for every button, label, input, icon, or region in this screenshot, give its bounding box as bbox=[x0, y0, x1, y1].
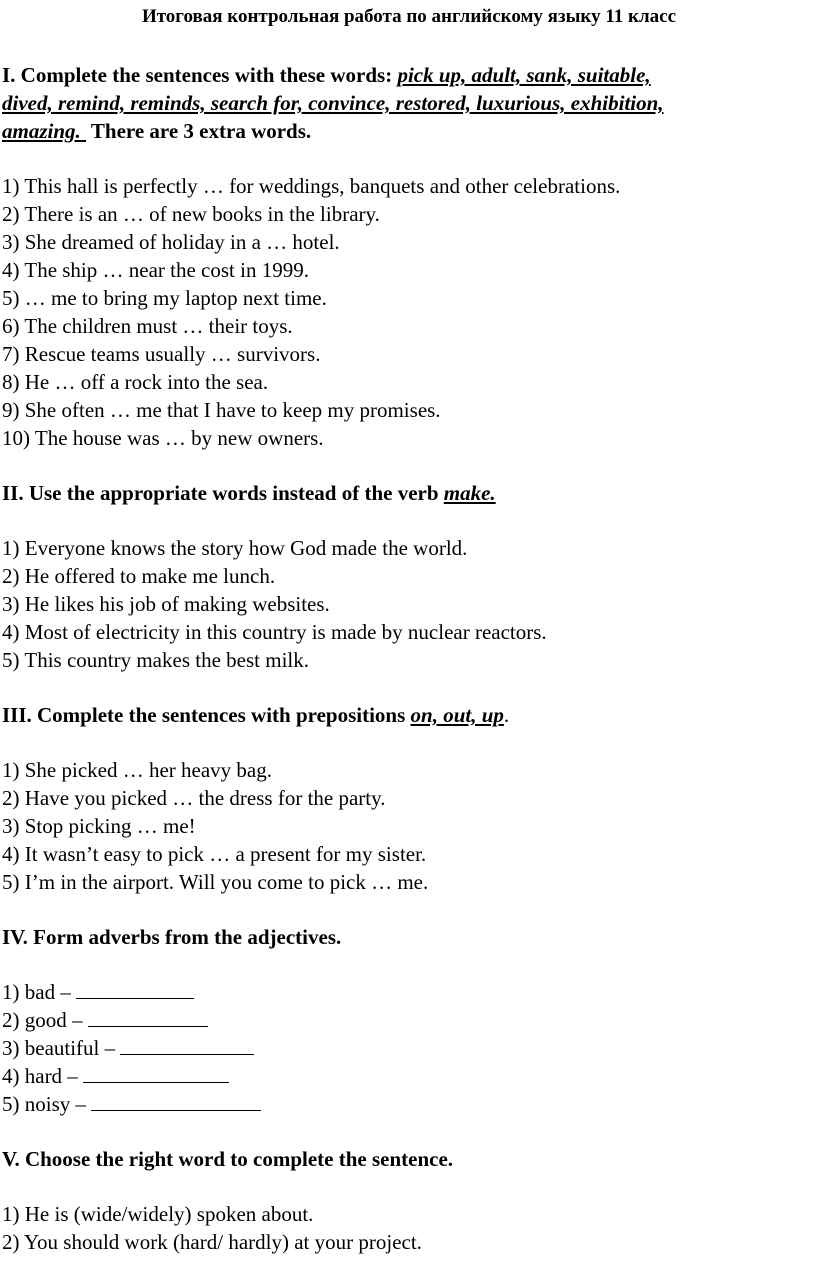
section-4-instruction: IV. Form adverbs from the adjectives. bbox=[2, 925, 342, 949]
adverb-label: 1) bad – bbox=[2, 980, 77, 1004]
adverb-item-2 bbox=[2, 1006, 816, 1034]
word-bank-line-2: dived, remind, reminds, search for, convince, restored, luxurious, exhibition, bbox=[2, 91, 664, 115]
section-3-lead: III. Complete the sentences with prepositions bbox=[2, 703, 411, 727]
choice-sentence-1: 1) He is (wide/widely) spoken about. bbox=[2, 1202, 314, 1226]
adverb-item-4 bbox=[2, 1062, 816, 1090]
word-bank-line-3: amazing. bbox=[2, 119, 87, 143]
section-1 bbox=[2, 61, 816, 452]
make-sentence-5: 5) This country makes the best milk. bbox=[2, 648, 309, 672]
make-sentence-4: 4) Most of electricity in this country is made by nuclear reactors. bbox=[2, 620, 547, 644]
adverb-label: 3) beautiful – bbox=[2, 1036, 121, 1060]
section-3-keyword: on, out, up bbox=[410, 703, 504, 727]
section-4-list bbox=[2, 978, 816, 1118]
answer-blank[interactable] bbox=[88, 1007, 208, 1027]
sentence-5: 5) … me to bring my laptop next time. bbox=[2, 286, 327, 310]
adverb-label: 4) hard – bbox=[2, 1064, 84, 1088]
section-2 bbox=[2, 479, 816, 674]
adverb-item-1 bbox=[2, 978, 816, 1006]
make-sentence-3: 3) He likes his job of making websites. bbox=[2, 592, 330, 616]
section-5 bbox=[2, 1145, 816, 1256]
section-1-instruction bbox=[2, 61, 816, 145]
answer-blank[interactable] bbox=[120, 1035, 254, 1055]
section-2-list bbox=[2, 534, 816, 674]
section-1-list bbox=[2, 172, 816, 452]
adverb-label: 5) noisy – bbox=[2, 1092, 92, 1116]
section-3-instruction bbox=[2, 701, 816, 729]
sentence-9: 9) She often … me that I have to keep my promises. bbox=[2, 398, 441, 422]
sentence-7: 7) Rescue teams usually … survivors. bbox=[2, 342, 321, 366]
sentence-6: 6) The children must … their toys. bbox=[2, 314, 293, 338]
section-3 bbox=[2, 701, 816, 896]
section-5-instruction: V. Choose the right word to complete the sentence. bbox=[2, 1147, 454, 1171]
sentence-10: 10) The house was … by new owners. bbox=[2, 426, 324, 450]
section-4 bbox=[2, 923, 816, 1118]
section-1-tail: There are 3 extra words. bbox=[86, 119, 312, 143]
adverb-label: 2) good – bbox=[2, 1008, 88, 1032]
section-5-list bbox=[2, 1200, 816, 1256]
section-3-list bbox=[2, 756, 816, 896]
sentence-3: 3) She dreamed of holiday in a … hotel. bbox=[2, 230, 340, 254]
preposition-sentence-2: 2) Have you picked … the dress for the party. bbox=[2, 786, 386, 810]
section-2-instruction bbox=[2, 479, 816, 507]
make-sentence-1: 1) Everyone knows the story how God made the world. bbox=[2, 536, 468, 560]
sentence-2: 2) There is an … of new books in the library. bbox=[2, 202, 380, 226]
section-1-lead: I. Complete the sentences with these words: bbox=[2, 63, 398, 87]
answer-blank[interactable] bbox=[91, 1091, 261, 1111]
preposition-sentence-5: 5) I’m in the airport. Will you come to pick … me. bbox=[2, 870, 429, 894]
preposition-sentence-3: 3) Stop picking … me! bbox=[2, 814, 196, 838]
sentence-4: 4) The ship … near the cost in 1999. bbox=[2, 258, 309, 282]
answer-blank[interactable] bbox=[83, 1063, 229, 1083]
preposition-sentence-1: 1) She picked … her heavy bag. bbox=[2, 758, 272, 782]
choice-sentence-2: 2) You should work (hard/ hardly) at your project. bbox=[2, 1230, 422, 1254]
adverb-item-3 bbox=[2, 1034, 816, 1062]
adverb-item-5 bbox=[2, 1090, 816, 1118]
page-title: Итоговая контрольная работа по английскому языку 11 класс bbox=[141, 6, 677, 27]
section-2-lead: II. Use the appropriate words instead of the verb bbox=[2, 481, 444, 505]
section-3-end: . bbox=[503, 703, 510, 727]
preposition-sentence-4: 4) It wasn’t easy to pick … a present for my sister. bbox=[2, 842, 427, 866]
sentence-8: 8) He … off a rock into the sea. bbox=[2, 370, 269, 394]
word-bank-line-1: pick up, adult, sank, suitable, bbox=[397, 63, 651, 87]
sentence-1: 1) This hall is perfectly … for weddings, banquets and other celebrations. bbox=[2, 174, 621, 198]
make-sentence-2: 2) He offered to make me lunch. bbox=[2, 564, 276, 588]
section-2-keyword: make. bbox=[443, 481, 496, 505]
answer-blank[interactable] bbox=[76, 979, 194, 999]
